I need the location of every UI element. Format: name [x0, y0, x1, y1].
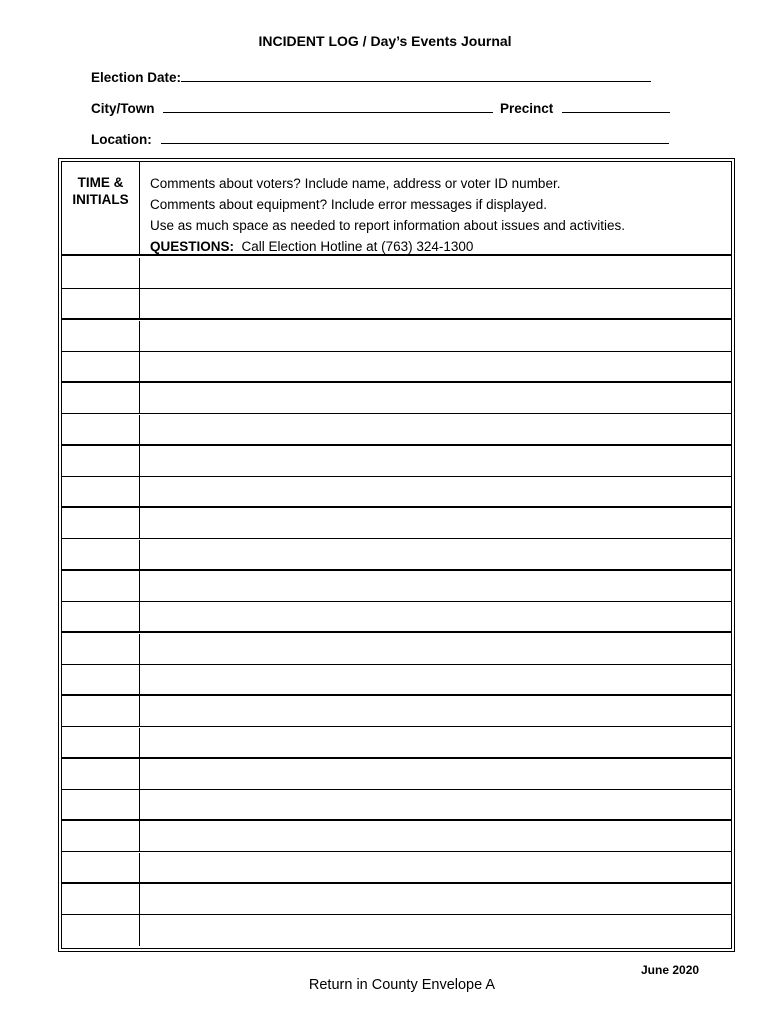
table-row [62, 415, 731, 446]
election-date-field[interactable] [91, 69, 651, 85]
table-header [62, 162, 731, 256]
table-row [62, 477, 731, 508]
time-initials-cell[interactable] [62, 352, 140, 381]
instructions-block [150, 173, 625, 257]
time-initials-cell[interactable] [62, 915, 140, 946]
time-initials-cell[interactable] [62, 884, 140, 914]
table-row [62, 853, 731, 884]
time-initials-cell[interactable] [62, 289, 140, 318]
time-initials-cell[interactable] [62, 790, 140, 819]
comment-cell[interactable] [140, 665, 731, 694]
instruction-space: Use as much space as needed to report information about issues and activities. [150, 218, 626, 233]
time-initials-cell[interactable] [62, 383, 140, 413]
table-row [62, 821, 731, 852]
comment-cell[interactable] [140, 915, 731, 946]
comment-cell[interactable] [140, 696, 731, 726]
comment-cell[interactable] [140, 321, 731, 351]
comment-cell[interactable] [140, 352, 731, 381]
initials-header-text: INITIALS [72, 192, 129, 207]
comment-cell[interactable] [140, 853, 731, 882]
comment-cell[interactable] [140, 540, 731, 569]
comment-cell[interactable] [140, 446, 731, 476]
time-initials-cell[interactable] [62, 728, 140, 757]
city-label: City/Town [91, 101, 155, 116]
return-note: Return in County Envelope A [308, 977, 496, 993]
time-initials-cell[interactable] [62, 321, 140, 351]
table-row [62, 258, 731, 289]
precinct-line[interactable] [562, 100, 670, 113]
city-precinct-field[interactable] [91, 100, 670, 116]
comment-cell[interactable] [140, 415, 731, 444]
time-header-text: TIME & [77, 175, 124, 190]
questions-label: QUESTIONS: [150, 239, 235, 254]
table-row [62, 728, 731, 759]
table-row [62, 289, 731, 320]
table-row [62, 696, 731, 727]
time-initials-header [62, 162, 140, 254]
incident-log-table [58, 158, 735, 952]
page-title: INCIDENT LOG / Day’s Events Journal [258, 33, 512, 49]
table-row [62, 915, 731, 946]
log-rows [62, 258, 731, 948]
table-row [62, 508, 731, 539]
time-initials-cell[interactable] [62, 540, 140, 569]
questions-line [150, 236, 625, 257]
table-row [62, 352, 731, 383]
time-initials-cell[interactable] [62, 696, 140, 726]
comment-cell[interactable] [140, 884, 731, 914]
table-row [62, 665, 731, 696]
time-initials-cell[interactable] [62, 759, 140, 789]
table-row [62, 602, 731, 633]
comment-cell[interactable] [140, 790, 731, 819]
time-initials-cell[interactable] [62, 571, 140, 601]
comment-cell[interactable] [140, 508, 731, 538]
table-row [62, 634, 731, 665]
time-initials-cell[interactable] [62, 602, 140, 631]
comment-cell[interactable] [140, 602, 731, 631]
time-initials-cell[interactable] [62, 415, 140, 444]
comment-cell[interactable] [140, 289, 731, 318]
comment-cell[interactable] [140, 571, 731, 601]
time-initials-cell[interactable] [62, 853, 140, 882]
location-label: Location: [91, 132, 152, 147]
table-row [62, 321, 731, 352]
time-initials-cell[interactable] [62, 477, 140, 506]
comment-cell[interactable] [140, 759, 731, 789]
table-row [62, 759, 731, 790]
comment-cell[interactable] [140, 634, 731, 664]
comment-cell[interactable] [140, 477, 731, 506]
comment-cell[interactable] [140, 383, 731, 413]
time-initials-cell[interactable] [62, 634, 140, 664]
table-row [62, 446, 731, 477]
table-row [62, 884, 731, 915]
table-row [62, 383, 731, 414]
time-initials-cell[interactable] [62, 665, 140, 694]
comment-cell[interactable] [140, 821, 731, 851]
instruction-equipment: Comments about equipment? Include error messages if displayed. [150, 197, 547, 212]
time-initials-cell[interactable] [62, 258, 140, 288]
table-row [62, 571, 731, 602]
location-line[interactable] [161, 131, 669, 144]
election-date-label: Election Date: [91, 70, 182, 85]
instruction-voters: Comments about voters? Include name, address or voter ID number. [150, 176, 561, 191]
precinct-label: Precinct [500, 101, 554, 116]
form-date: June 2020 [641, 963, 700, 977]
election-date-line[interactable] [181, 69, 651, 82]
table-row [62, 790, 731, 821]
city-line[interactable] [163, 100, 493, 113]
location-field[interactable] [91, 131, 669, 147]
time-initials-cell[interactable] [62, 508, 140, 538]
comment-cell[interactable] [140, 728, 731, 757]
table-row [62, 540, 731, 571]
time-initials-cell[interactable] [62, 446, 140, 476]
questions-text: Call Election Hotline at (763) 324-1300 [241, 239, 474, 254]
comment-cell[interactable] [140, 258, 731, 288]
time-initials-cell[interactable] [62, 821, 140, 851]
